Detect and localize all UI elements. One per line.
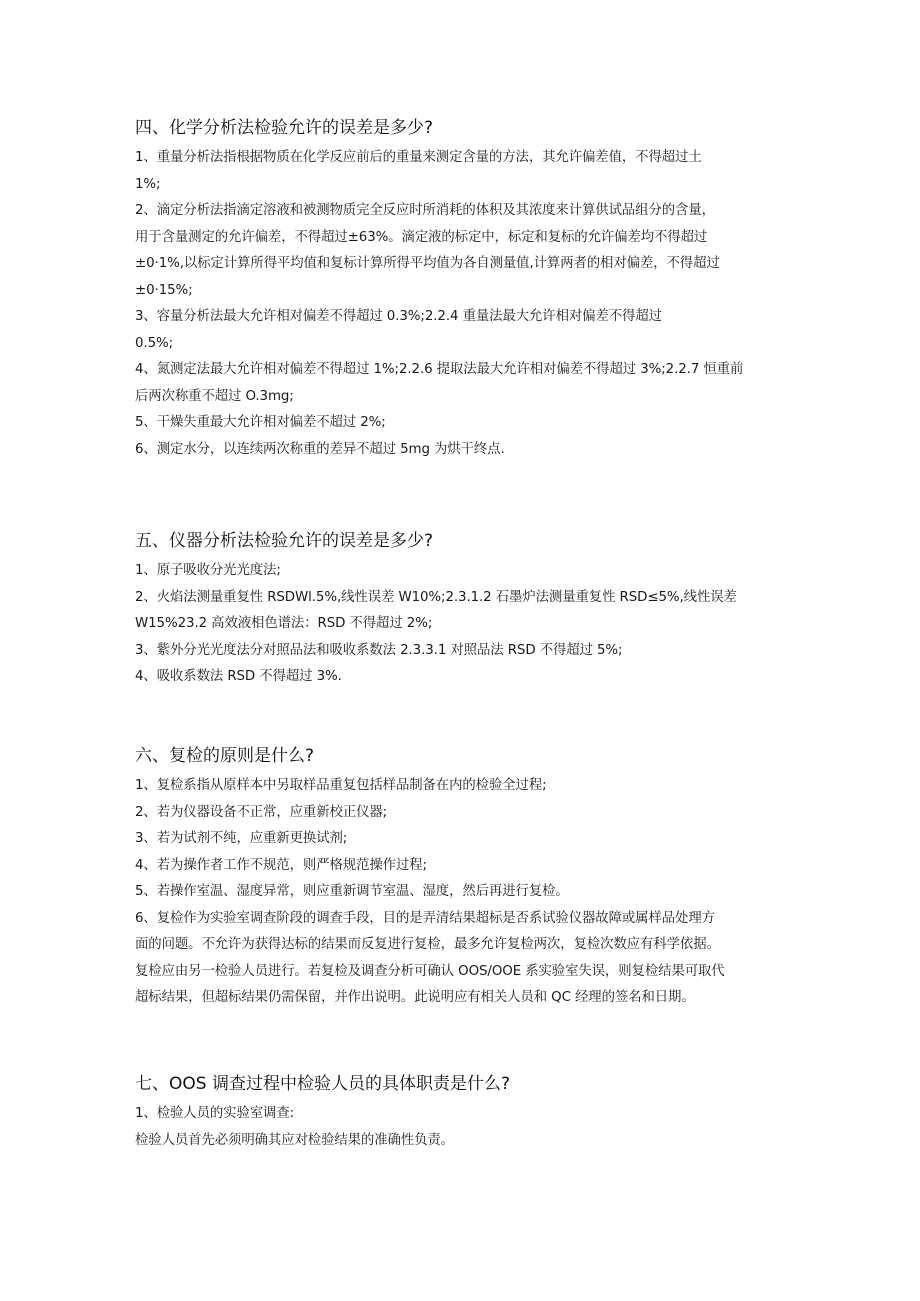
paragraph-line: 用于含量测定的允许偏差，不得超过±63%。滴定液的标定中，标定和复标的允许偏差均不得超过 bbox=[135, 229, 708, 245]
paragraph-line: 面的问题。不允许为获得达标的结果而反复进行复检，最多允许复检两次，复检次数应有科学依据。 bbox=[135, 937, 720, 952]
section-oos-investigation-duties bbox=[135, 1073, 795, 1154]
paragraph-line: 后两次称重不超过 O.3mg; bbox=[135, 388, 294, 404]
paragraph-line: 5、若操作室温、湿度异常，则应重新调节室温、湿度，然后再进行复检。 bbox=[135, 884, 569, 899]
paragraph-line: ±0·15%; bbox=[135, 282, 193, 298]
paragraph-line: 4、氮测定法最大允许相对偏差不得超过 1%;2.2.6 提取法最大允许相对偏差不得超过 3%;2.2.7 恒重前 bbox=[135, 362, 744, 377]
paragraph-line: 2、滴定分析法指滴定溶液和被测物质完全反应时所消耗的体积及其浓度来计算供试品组分的含量， bbox=[135, 203, 715, 218]
paragraph-line: 3、容量分析法最大允许相对偏差不得超过 0.3%;2.2.4 重量法最大允许相对偏差不得超过 bbox=[135, 309, 662, 324]
section-title: 五、仪器分析法检验允许的误差是多少? bbox=[135, 531, 434, 551]
paragraph-line: 复检应由另一检验人员进行。若复检及调查分析可确认 OOS/OOE 系实验室失误，则复检结果可取代 bbox=[135, 963, 725, 979]
paragraph-line: 4、若为操作者工作不规范，则严格规范操作过程; bbox=[135, 857, 427, 873]
section-retest-principles bbox=[135, 745, 795, 1012]
section-title: 七、OOS 调查过程中检验人员的具体职责是什么? bbox=[135, 1074, 510, 1094]
section-title: 六、复检的原则是什么? bbox=[135, 746, 315, 766]
paragraph-line: 4、吸收系数法 RSD 不得超过 3%. bbox=[135, 669, 342, 684]
paragraph-line: 2、若为仪器设备不正常，应重新校正仪器; bbox=[135, 804, 388, 820]
paragraph-line: 5、干燥失重最大允许相对偏差不超过 2%; bbox=[135, 415, 386, 430]
paragraph-line: 1、原子吸收分光光度法; bbox=[135, 563, 281, 578]
paragraph-line: 3、紫外分光光度法分对照品法和吸收系数法 2.3.3.1 对照品法 RSD 不得超过 5%; bbox=[135, 642, 623, 658]
paragraph-line: 检验人员首先必须明确其应对检验结果的准确性负责。 bbox=[135, 1132, 454, 1148]
paragraph-line: 6、复检作为实验室调查阶段的调查手段，目的是弄清结果超标是否系试验仪器故障或属样品处理方 bbox=[135, 910, 715, 926]
paragraph-line: W15%23.2 高效液相色谱法：RSD 不得超过 2%; bbox=[135, 616, 433, 631]
paragraph-line: 2、火焰法测量重复性 RSDWl.5%,线性误差 W10%;2.3.1.2 石墨炉法测量重复性 RSD≤5%,线性误差 bbox=[135, 589, 737, 605]
paragraph-line: ±0·1%,以标定计算所得平均值和复标计算所得平均值为各自测量值,计算两者的相对偏差，不得超过 bbox=[135, 256, 720, 271]
paragraph-line: 1、复检系指从原样本中另取样品重复包括样品制备在内的检验全过程; bbox=[135, 778, 547, 793]
paragraph-line: 1、重量分析法指根据物质在化学反应前后的重量来测定含量的方法，其允许偏差值，不得超过土 bbox=[135, 150, 702, 165]
paragraph-line: 1%; bbox=[135, 176, 161, 192]
section-title: 四、化学分析法检验允许的误差是多少? bbox=[135, 118, 434, 138]
section-chemical-analysis-tolerance bbox=[135, 117, 795, 463]
paragraph-line: 超标结果，但超标结果仍需保留，并作出说明。此说明应有相关人员和 QC 经理的签名和日期。 bbox=[135, 990, 695, 1005]
section-instrument-analysis-tolerance bbox=[135, 530, 795, 691]
paragraph-line: 1、检验人员的实验室调查: bbox=[135, 1106, 295, 1121]
paragraph-line: 0.5%; bbox=[135, 335, 174, 351]
paragraph-line: 6、测定水分，以连续两次称重的差异不超过 5mg 为烘干终点. bbox=[135, 441, 505, 457]
paragraph-line: 3、若为试剂不纯，应重新更换试剂; bbox=[135, 831, 348, 846]
